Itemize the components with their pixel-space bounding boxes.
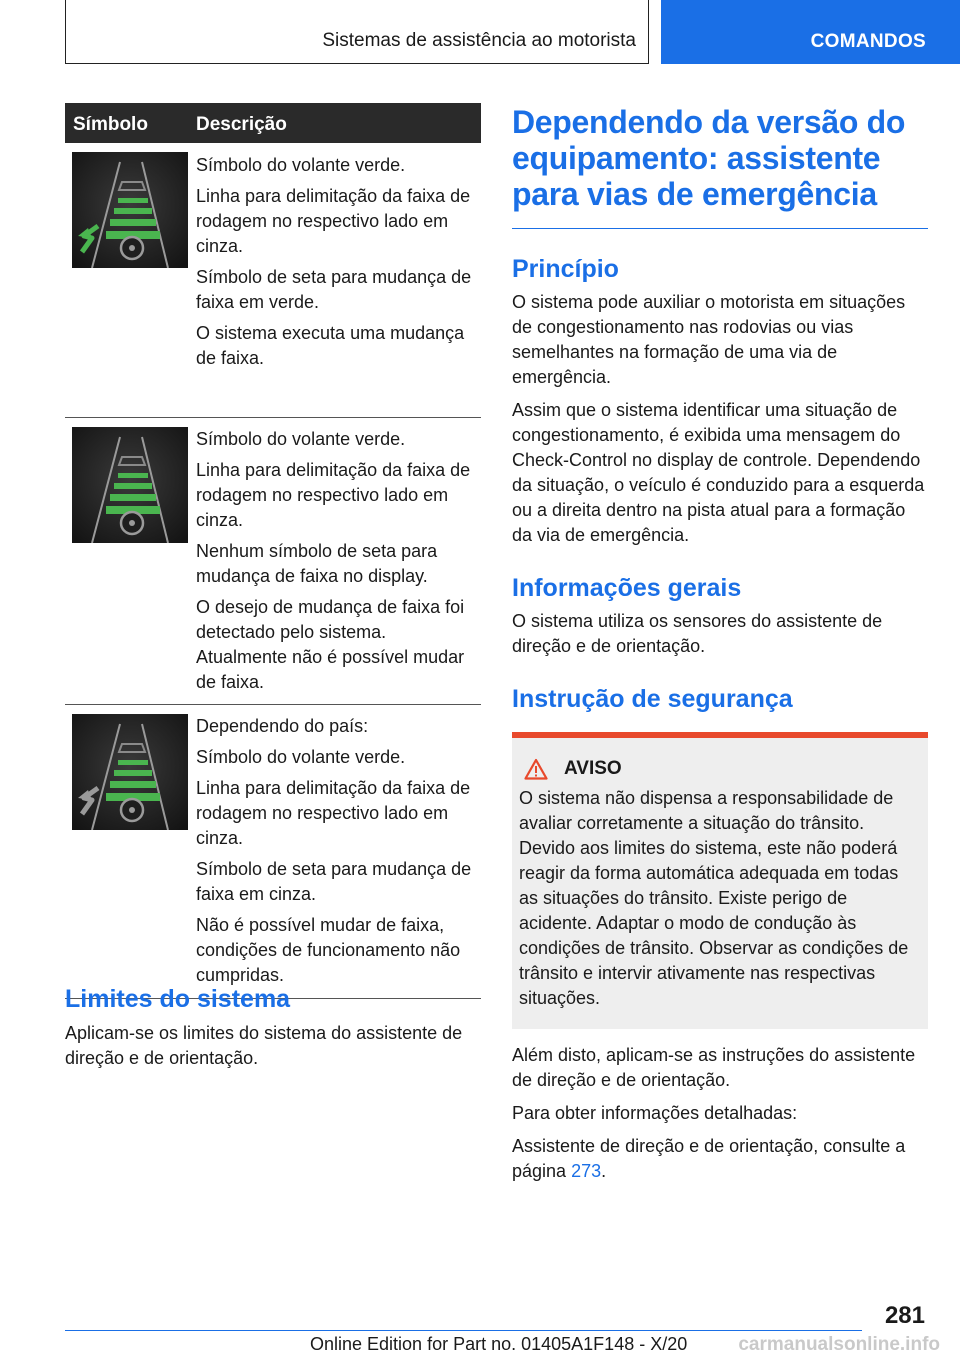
table-header: [65, 103, 481, 143]
lane-change-assist-icon: [72, 427, 188, 543]
symbol-table: [65, 103, 481, 999]
header-title-box: [65, 0, 649, 64]
row-description: [196, 714, 481, 988]
safety-heading: Instrução de segurança: [512, 685, 793, 713]
header-title: Sistemas de assistência ao motorista: [322, 30, 636, 51]
desc-line: Linha para delimitação da faixa de rodagem no respectivo lado em cinza.: [196, 186, 471, 256]
row-description: [196, 427, 481, 695]
ref-end: .: [601, 1161, 607, 1181]
warning-triangle-icon: [524, 758, 548, 780]
footer-divider: [65, 1330, 862, 1331]
desc-line: Linha para delimitação da faixa de rodagem no respectivo lado em cinza.: [196, 778, 471, 848]
desc-line: Símbolo do volante verde.: [196, 155, 406, 175]
table-row: [65, 705, 481, 999]
desc-line: Símbolo do volante verde.: [196, 429, 406, 449]
after-text: Além disto, aplicam-se as instruções do assistente de direção e de orientação.: [512, 1045, 916, 1090]
page-link[interactable]: 273: [571, 1161, 602, 1181]
col-desc-header: Descrição: [196, 114, 287, 135]
desc-line: O sistema executa uma mudança de faixa.: [196, 323, 465, 368]
col-symbol-header: Símbolo: [73, 114, 148, 135]
after-text: Para obter informações detalhadas:: [512, 1103, 798, 1123]
header-section-tab[interactable]: [661, 0, 960, 64]
principle-text: Assim que o sistema identificar uma situação de congestionamento, é exibida uma mensagem do Check-Control no display de controle. Dependendo da situação, o veículo é conduzido para a esquerda ou a direita dentro na pista atual para a formação da via de emergência.: [512, 400, 925, 545]
principle-heading: Princípio: [512, 255, 619, 283]
desc-line: Dependendo do país:: [196, 716, 369, 736]
warning-text: O sistema não dispensa a responsabilidade de avaliar corretamente a situação do trânsito. Devido aos limites do sistema, este não poderá reagir da forma automática adequada em todas as situações do trânsito. Existe perigo de acidente. Adaptar o modo de condução às condições de trânsito. Observar as condições de trânsito e intervir ativamente nas respectivas situações.: [519, 788, 909, 1008]
row-description: [196, 153, 481, 371]
principle-text: O sistema pode auxiliar o motorista em situações de congestionamento nas rodovias ou vias semelhantes na formação de uma via de emergência.: [512, 292, 906, 387]
ref-text: Assistente de direção e de orientação, consulte a página: [512, 1136, 906, 1181]
limits-heading: Limites do sistema: [65, 985, 291, 1013]
footer-edition: Online Edition for Part no. 01405A1F148 - X/20: [310, 1334, 688, 1354]
header-section-label: COMANDOS: [810, 31, 926, 52]
title-divider: [512, 228, 928, 229]
general-heading: Informações gerais: [512, 574, 742, 602]
section-title: Dependendo da versão do equipamento: assistente para vias de emergência: [512, 104, 906, 212]
warning-title: [524, 758, 920, 780]
footer-watermark-logo: carmanualsonline.info: [738, 1334, 940, 1355]
warning-box: [512, 732, 928, 1029]
desc-line: Símbolo de seta para mudança de faixa em verde.: [196, 267, 472, 312]
after-text-ref: [512, 1134, 928, 1184]
desc-line: Símbolo do volante verde.: [196, 747, 406, 767]
lane-change-assist-icon: [72, 152, 188, 268]
table-row: [65, 418, 481, 705]
desc-line: Nenhum símbolo de seta para mudança de faixa no display.: [196, 541, 438, 586]
warning-label: AVISO: [564, 758, 622, 779]
general-text: O sistema utiliza os sensores do assistente de direção e de orientação.: [512, 611, 883, 656]
desc-line: Símbolo de seta para mudança de faixa em cinza.: [196, 859, 472, 904]
page-number: 281: [884, 1302, 925, 1329]
right-column: [512, 104, 928, 1192]
desc-line: Não é possível mudar de faixa, condições de funcionamento não cumpridas.: [196, 915, 461, 985]
table-row: [65, 143, 481, 418]
desc-line: Linha para delimitação da faixa de rodagem no respectivo lado em cinza.: [196, 460, 471, 530]
lane-change-assist-icon: [72, 714, 188, 830]
desc-line: O desejo de mudança de faixa foi detectado pelo sistema. Atualmente não é possível mudar de faixa.: [196, 597, 465, 692]
limits-text: Aplicam-se os limites do sistema do assistente de direção e de orientação.: [65, 1023, 463, 1068]
